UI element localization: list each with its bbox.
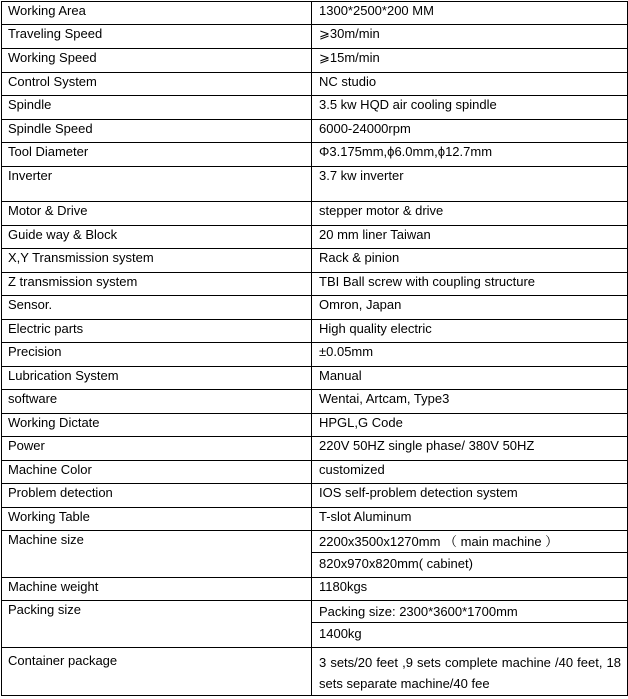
- table-row: [2, 143, 628, 167]
- row-value: stepper motor & drive: [312, 202, 628, 226]
- row-label: Electric parts: [2, 320, 312, 343]
- table-row: [2, 296, 628, 320]
- spec-table: [1, 1, 628, 696]
- row-label: Working Dictate: [2, 414, 312, 437]
- table-row: [2, 2, 628, 25]
- table-row: [2, 167, 628, 202]
- row-label: Machine weight: [2, 578, 312, 601]
- row-label: Traveling Speed: [2, 25, 312, 49]
- row-label: Lubrication System: [2, 367, 312, 390]
- table-row: [2, 414, 628, 437]
- table-row: [2, 226, 628, 249]
- row-label: Power: [2, 437, 312, 461]
- table-row: [2, 390, 628, 414]
- table-row: [2, 120, 628, 143]
- row-label: Sensor.: [2, 296, 312, 320]
- row-label: X,Y Transmission system: [2, 249, 312, 273]
- row-label: Problem detection: [2, 484, 312, 508]
- table-row: [2, 367, 628, 390]
- row-value: High quality electric: [312, 320, 628, 343]
- row-value: Wentai, Artcam, Type3: [312, 390, 628, 414]
- row-label: Working Table: [2, 508, 312, 531]
- table-row: [2, 320, 628, 343]
- row-value: 20 mm liner Taiwan: [312, 226, 628, 249]
- row-value: Packing size: 2300*3600*1700mm: [319, 604, 518, 619]
- table-row: [2, 484, 628, 508]
- table-row: [2, 601, 628, 648]
- row-value-group: [312, 601, 628, 648]
- row-label: software: [2, 390, 312, 414]
- row-label: Machine size: [2, 531, 312, 578]
- row-value: 1180kgs: [312, 578, 628, 601]
- row-label: Inverter: [2, 167, 312, 202]
- table-row: [2, 49, 628, 73]
- row-value: TBI Ball screw with coupling structure: [312, 273, 628, 296]
- row-label: Machine Color: [2, 461, 312, 484]
- row-value: Φ3.175mm,ϕ6.0mm,ϕ12.7mm: [312, 143, 628, 167]
- row-value: 220V 50HZ single phase/ 380V 50HZ: [312, 437, 628, 461]
- row-label: Motor & Drive: [2, 202, 312, 226]
- row-label: Control System: [2, 73, 312, 96]
- row-value: 2200x3500x1270mm （ main machine ）: [319, 534, 559, 549]
- table-row: [2, 249, 628, 273]
- row-value: T-slot Aluminum: [312, 508, 628, 531]
- row-label: Packing size: [2, 601, 312, 648]
- row-label: Guide way & Block: [2, 226, 312, 249]
- row-value: IOS self-problem detection system: [312, 484, 628, 508]
- row-value: 3 sets/20 feet ,9 sets complete machine /40 feet, 18 sets separate machine/40 fee: [312, 648, 628, 696]
- row-value: Omron, Japan: [312, 296, 628, 320]
- table-row: [2, 96, 628, 120]
- row-value: 3.7 kw inverter: [312, 167, 628, 202]
- row-label: Precision: [2, 343, 312, 367]
- row-label: Spindle Speed: [2, 120, 312, 143]
- row-value: 3.5 kw HQD air cooling spindle: [312, 96, 628, 120]
- row-label: Working Area: [2, 2, 312, 25]
- table-row: [2, 531, 628, 578]
- table-row: [2, 578, 628, 601]
- row-value-group: [312, 531, 628, 578]
- table-row: [2, 73, 628, 96]
- table-row: [2, 202, 628, 226]
- table-row: [2, 273, 628, 296]
- row-value-secondary: 1400kg: [312, 622, 628, 644]
- row-value: NC studio: [312, 73, 628, 96]
- row-value: 6000-24000rpm: [312, 120, 628, 143]
- table-row: [2, 508, 628, 531]
- table-row: [2, 461, 628, 484]
- row-value: ⩾30m/min: [312, 25, 628, 49]
- table-row: [2, 648, 628, 696]
- row-value: Manual: [312, 367, 628, 390]
- row-value-secondary: 820x970x820mm( cabinet): [312, 552, 628, 574]
- row-value: 1300*2500*200 MM: [312, 2, 628, 25]
- table-row: [2, 437, 628, 461]
- row-label: Spindle: [2, 96, 312, 120]
- row-label: Tool Diameter: [2, 143, 312, 167]
- row-value: ±0.05mm: [312, 343, 628, 367]
- row-label: Working Speed: [2, 49, 312, 73]
- row-label: Z transmission system: [2, 273, 312, 296]
- table-row: [2, 25, 628, 49]
- row-value: customized: [312, 461, 628, 484]
- row-label: Container package: [2, 648, 312, 696]
- table-row: [2, 343, 628, 367]
- row-value: HPGL,G Code: [312, 414, 628, 437]
- row-value: ⩾15m/min: [312, 49, 628, 73]
- row-value: Rack & pinion: [312, 249, 628, 273]
